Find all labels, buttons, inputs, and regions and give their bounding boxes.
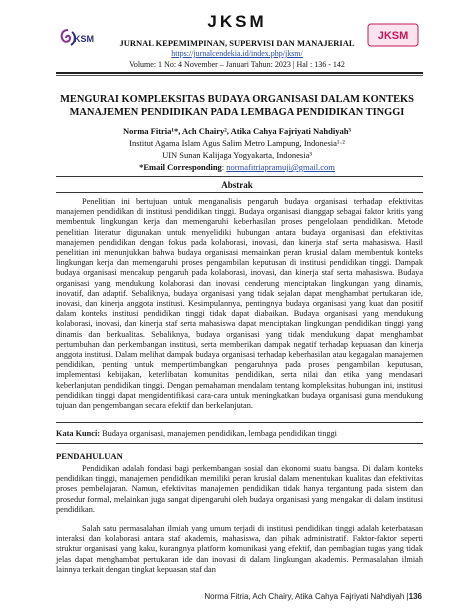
affiliation-2: UIN Sunan Kalijaga Yogyakarta, Indonesia³: [162, 150, 312, 160]
article-title: MENGURAI KOMPLEKSITAS BUDAYA ORGANISASI DALAM KONTEKS MANAJEMEN PENDIDIKAN PADA LEMBAGA PENDIDIKAN TINGGI: [60, 94, 414, 118]
abstract-heading: Abstrak: [221, 180, 253, 190]
intro-paragraph-1: Pendidikan adalah fondasi bagi perkembangan sosial dan ekonomi suatu bangsa. Di dalam konteks pendidikan tinggi, manajemen pendidikan memiliki peran krusial dalam menentukan kualitas dan efektivitas proses pembelajaran. Namun, efektivitas manajemen pendidikan tidak hanya tergantung pada sistem dan prosedur formal, melainkan juga sangat dipengaruhi oleh budaya organisasi yang mengakar di dalam institusi pendidikan.: [56, 464, 423, 514]
header-divider: [56, 72, 423, 74]
email-link[interactable]: normafitriapramuji@gmail.com: [226, 162, 335, 172]
journal-url-link[interactable]: https://jurnalcendekia.id/index.php/jksm/: [171, 49, 303, 58]
page-number: 136: [408, 592, 422, 601]
abstract-text: Penelitian ini bertujuan untuk menganalisis pengaruh budaya organisasi terhadap efektivitas manajemen pendidikan di institusi pendidikan tinggi. Budaya organisasi dianggap sebagai faktor kritis yang membentuk lingkungan kerja dan memengaruhi keberhasilan proses pengelolaan pendidikan. Metode penelitian literatur digunakan untuk menyelidiki hubungan antara budaya organisasi dan efektivitas manajemen pendidikan dengan fokus pada kolaborasi, inovasi, dan kinerja staf serta mahasiswa. Hasil penelitian ini menunjukkan bahwa budaya organisasi memainkan peran krusial dalam membentuk konteks lingkungan kerja dan memengaruhi proses pengambilan keputusan di institusi pendidikan tinggi. Dampak budaya organisasi mencakup pengaruh pada kolaborasi, inovasi, dan kinerja staf serta mahasiswa. Budaya organisasi yang mendukung kolaborasi dan inovasi cenderung menciptakan lingkungan yang dinamis, inovatif, dan adaptif. Sebaliknya, budaya organisasi yang tidak sejalan dapat menghambat pertukaran ide, inovasi, dan kinerja anggota institusi. Kesimpulannya, pentingnya budaya organisasi yang kuat dan positif dalam konteks institusi pendidikan tinggi tidak dapat diabaikan. Budaya organisasi yang mendukung kolaborasi, inovasi, dan kinerja staf serta mahasiswa dapat menciptakan lingkungan pendidikan tinggi yang dinamis dan berkualitas. Sebaliknya, budaya organisasi yang tidak mendukung dapat menghambat pertumbuhan dan perkembangan institusi, serta memberikan dampak negatif terhadap kepuasan dan kinerja anggota institusi. Dalam melihat dampak budaya organisasi terhadap keberhasilan atau kegagalan manajemen pendidikan, penting untuk mempertimbangkan pengaruhnya pada proses pengambilan keputusan, implementasi kebijakan, keterlibatan komunitas pendidikan, serta nilai dan etika yang mendasari keberlanjutan pendidikan tinggi. Dengan pemahaman mendalam tentang kompleksitas hubungan ini, institusi pendidikan tinggi dapat mengidentifikasi cara-cara untuk meningkatkan budaya organisasi guna mendukung tujuan dan pengembangan secara efektif dan berkelanjutan.: [56, 197, 423, 411]
journal-name: JURNAL KEPEMIMPINAN, SUPERVISI DAN MANAJERIAL: [119, 38, 355, 48]
corresponding-email: [0, 162, 474, 172]
header-divider-thin: [56, 75, 423, 76]
logo-right-text: JKSM: [377, 30, 409, 42]
affiliation-1: Institut Agama Islam Agus Salim Metro Lampung, Indonesia¹·²: [129, 138, 345, 148]
journal-header: [0, 0, 474, 98]
journal-code: JKSM: [207, 12, 267, 31]
logo-left-text: KSM: [74, 34, 94, 44]
footer-authors: Norma Fitria, Ach Chairy, Atika Cahya Fajriyati Nahdiyah |: [204, 592, 409, 601]
journal-volume-info: Volume: 1 No: 4 November – Januari Tahun: 2023 | Hal : 136 - 142: [129, 60, 345, 69]
keywords-text: Budaya organisasi, manajemen pendidikan, lembaga pendidikan tinggi: [100, 429, 337, 438]
keywords: [56, 429, 423, 439]
keywords-label: Kata Kunci:: [56, 429, 101, 438]
abstract-heading-rule: [56, 192, 423, 193]
email-separator: :: [221, 162, 227, 172]
email-label: *Email Corresponding: [139, 162, 222, 172]
keywords-rule: [56, 443, 423, 444]
intro-paragraph-2: Salah satu permasalahan ilmiah yang umum terjadi di institusi pendidikan tinggi adalah keterbatasan interaksi dan kolaborasi antara staf akademis, mahasiswa, dan pihak administratif. Faktor-faktor seperti struktur organisasi yang kaku, kurangnya platform komunikasi yang efektif, dan pembagian tugas yang tidak jelas dapat menghambat pertukaran ide dan inovasi di dalam lingkungan akademis. Permasalahan ilmiah lainnya terkait dengan tingkat kepuasan staf dan: [56, 524, 423, 574]
article-authors: Norma Fitria¹*, Ach Chairy², Atika Cahya Fajriyati Nahdiyah³: [123, 126, 351, 136]
page-footer: [204, 592, 422, 601]
abstract-bottom-rule: [56, 422, 423, 423]
section-heading-pendahuluan: PENDAHULUAN: [56, 451, 123, 461]
abstract-top-rule: [56, 176, 423, 177]
